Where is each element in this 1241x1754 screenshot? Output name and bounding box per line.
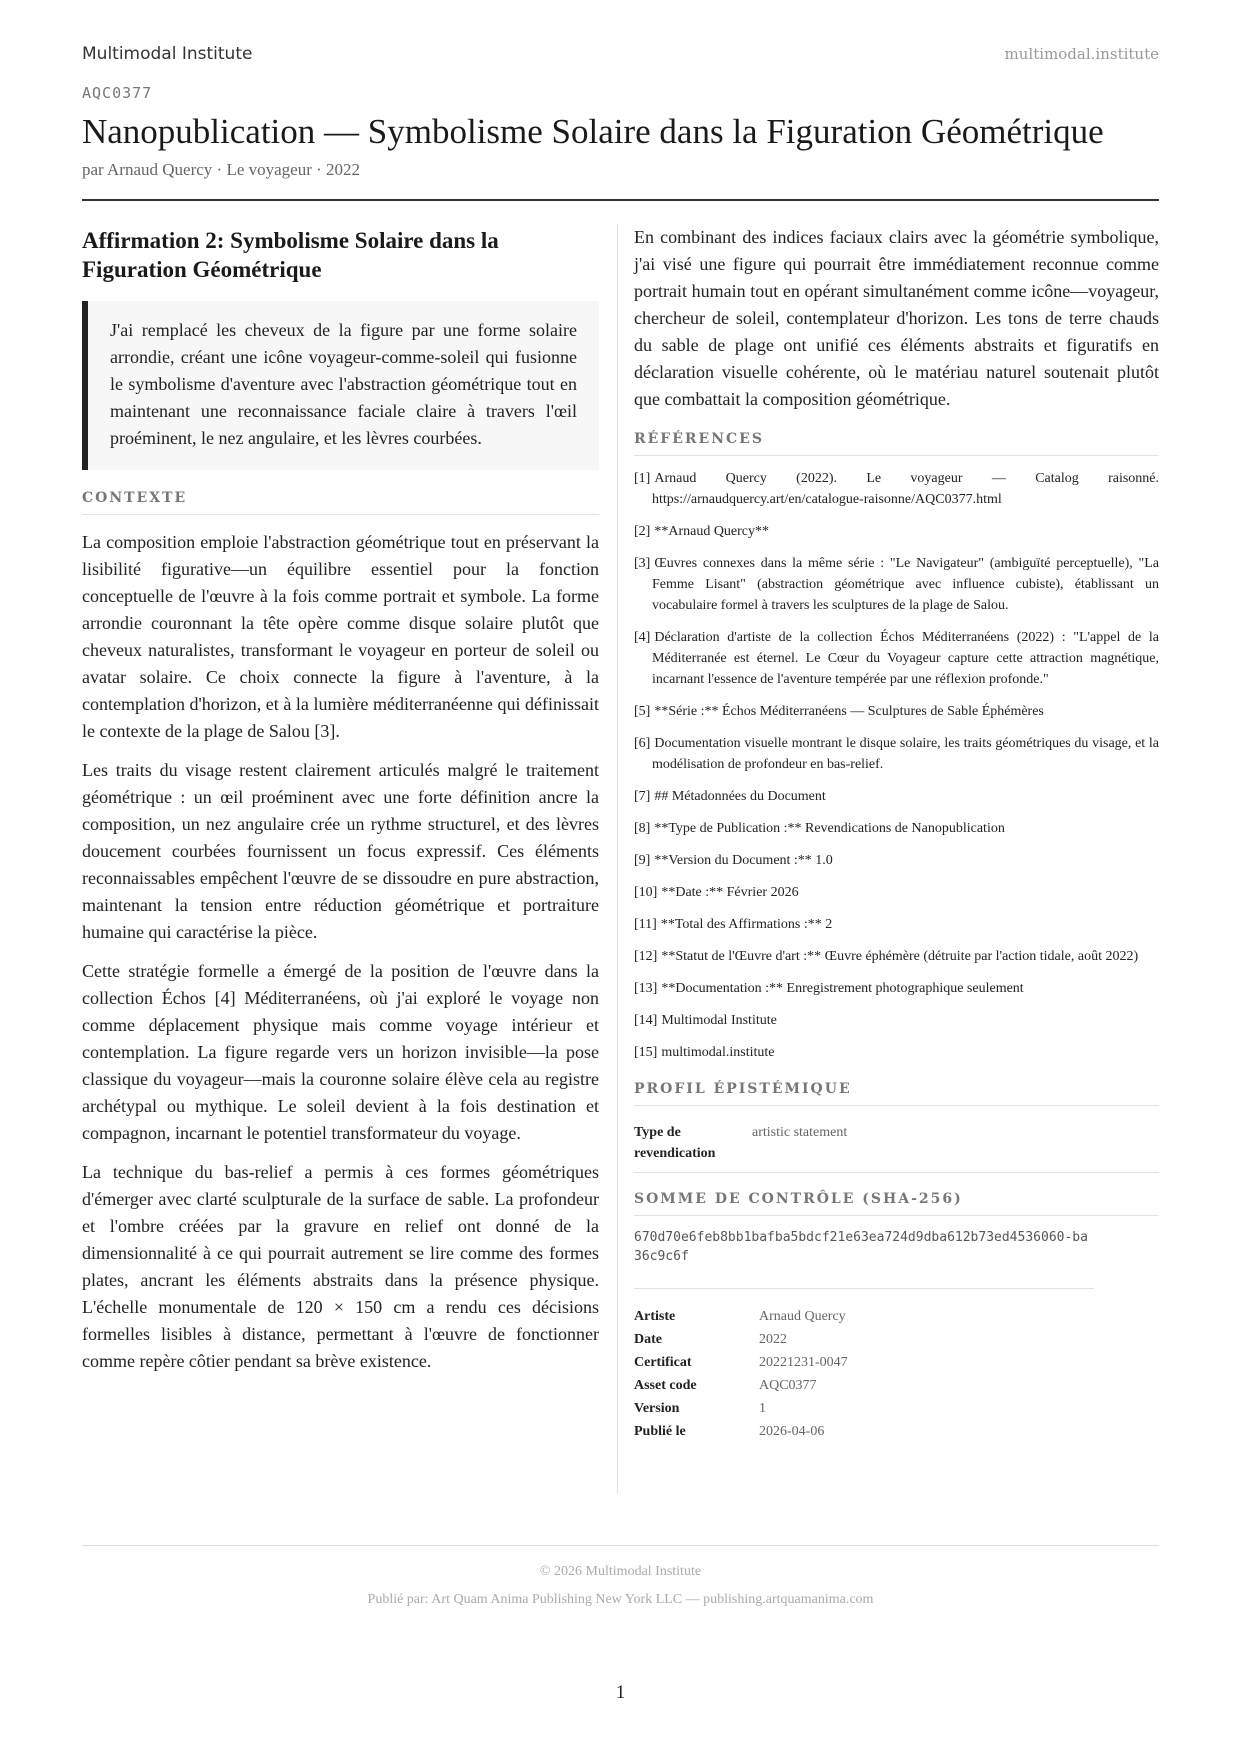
metadata-key: Asset code (634, 1378, 697, 1393)
reference-text: Multimodal Institute (661, 1013, 777, 1028)
checksum-label: SOMME DE CONTRÔLE (SHA-256) (634, 1191, 1159, 1216)
profile-key: Type de revendication (634, 1125, 716, 1161)
reference-text: Œuvres connexes dans la même série : "Le Navigateur" (ambiguïté perceptuelle), "La Femme Lisant" (abstraction géométrique avec influence cubiste), établissant un vocabulaire formel à travers les sculptures de la plage de Salou. (652, 556, 1159, 613)
checksum-value: 670d70e6feb8bb1bafba5bdcf21e63ea724d9dba612b73ed4536060-ba36c9c6f (634, 1228, 1094, 1289)
reference-number: [13] (634, 981, 658, 996)
reference-item (634, 946, 1159, 967)
reference-number: [15] (634, 1045, 658, 1060)
reference-number: [14] (634, 1013, 658, 1028)
reference-item (634, 914, 1159, 935)
footer-rule (82, 1545, 1159, 1546)
reference-item (634, 521, 1159, 542)
metadata-value: AQC0377 (759, 1378, 817, 1393)
asset-code: AQC0377 (82, 84, 153, 102)
reference-number: [1] (634, 471, 651, 486)
reference-item (634, 733, 1159, 775)
reference-number: [4] (634, 630, 651, 645)
metadata-row (634, 1328, 1159, 1351)
reference-item (634, 882, 1159, 903)
reference-item (634, 627, 1159, 690)
footer-copyright: © 2026 Multimodal Institute (539, 1564, 702, 1579)
footer-publisher: Publié par: Art Quam Anima Publishing New York LLC — publishing.artquamanima.com (367, 1592, 874, 1607)
metadata-row (634, 1305, 1159, 1328)
reference-item (634, 553, 1159, 616)
profile-value: artistic statement (752, 1125, 848, 1140)
byline: par Arnaud Quercy · Le voyageur · 2022 (82, 160, 361, 179)
reference-text: **Documentation :** Enregistrement photographique seulement (661, 981, 1024, 996)
top-bar (82, 44, 1159, 68)
reference-text: **Date :** Février 2026 (661, 885, 799, 900)
reference-text: **Version du Document :** 1.0 (654, 853, 833, 868)
reference-number: [12] (634, 949, 658, 964)
reference-number: [9] (634, 853, 651, 868)
reference-text: Documentation visuelle montrant le disque solaire, les traits géométriques du visage, et la modélisation de profondeur en bas-relief. (652, 736, 1159, 772)
metadata-row (634, 1420, 1159, 1443)
metadata-key: Date (634, 1332, 662, 1347)
right-column (634, 224, 1159, 1443)
metadata-value: 20221231-0047 (759, 1355, 848, 1370)
reference-text: **Série :** Échos Méditerranéens — Sculptures de Sable Éphémères (654, 704, 1044, 719)
page-number: 1 (615, 1682, 626, 1703)
brand-name: Multimodal Institute (82, 44, 253, 64)
reference-text: **Type de Publication :** Revendications de Nanopublication (654, 821, 1005, 836)
context-label: CONTEXTE (82, 490, 599, 515)
left-column (82, 224, 599, 1387)
metadata-value: 2026-04-06 (759, 1424, 825, 1439)
reference-text: **Total des Affirmations :** 2 (660, 917, 833, 932)
reference-number: [5] (634, 704, 651, 719)
reference-item (634, 1042, 1159, 1063)
claim-title: Affirmation 2: Symbolisme Solaire dans la Figuration Géométrique (82, 228, 499, 282)
column-divider (617, 224, 618, 1494)
reference-text: Déclaration d'artiste de la collection Échos Méditerranéens (2022) : "L'appel de la Méditerranée est éternel. Le Cœur du Voyageur capture cette attraction magnétique, incarnant l'essence de l'aventure tempérée par une réflexion profonde." (652, 630, 1159, 687)
metadata-table (634, 1305, 1159, 1443)
metadata-key: Certificat (634, 1355, 692, 1370)
intro-paragraph: En combinant des indices faciaux clairs avec la géométrie symbolique, j'ai visé une figure qui pourrait être immédiatement reconnue comme portrait humain tout en opérant simultanément comme icône—voyageur, chercheur de soleil, contemplateur d'horizon. Les tons de terre chauds du sable de plage ont unifié ces éléments abstraits et figuratifs en déclaration visuelle cohérente, où le matériau naturel soutenait plutôt que combattait la composition géométrique. (634, 227, 1159, 409)
header-rule (82, 199, 1159, 201)
reference-item (634, 850, 1159, 871)
reference-number: [3] (634, 556, 651, 571)
epistemic-profile-row (634, 1122, 1159, 1173)
metadata-key: Publié le (634, 1424, 686, 1439)
reference-text: **Statut de l'Œuvre d'art :** Œuvre éphémère (détruite par l'action tidale, août 2022) (661, 949, 1139, 964)
references-list (634, 468, 1159, 1063)
reference-text: **Arnaud Quercy** (654, 524, 770, 539)
metadata-value: 1 (759, 1401, 766, 1416)
metadata-value: Arnaud Quercy (759, 1309, 846, 1324)
reference-number: [8] (634, 821, 651, 836)
reference-number: [11] (634, 917, 657, 932)
reference-item (634, 818, 1159, 839)
metadata-key: Artiste (634, 1309, 676, 1324)
metadata-row (634, 1374, 1159, 1397)
context-paragraph: La composition emploie l'abstraction géométrique tout en préservant la lisibilité figurative—un équilibre essentiel pour la fonction conceptuelle de l'œuvre à la fois comme portrait et symbole. La forme arrondie couronnant la tête opère comme disque solaire plutôt que cheveux naturalistes, transformant le voyageur en porteur de soleil ou avatar solaire. Ce choix connecte la figure à l'aventure, à la contemplation d'horizon, et à la lumière méditerranéenne qui définissait le contexte de la plage de Salou [3]. (82, 532, 599, 741)
epistemic-profile-label: PROFIL ÉPISTÉMIQUE (634, 1081, 1159, 1106)
page-title: Nanopublication — Symbolisme Solaire dans la Figuration Géométrique (82, 112, 1104, 151)
reference-text: multimodal.institute (661, 1045, 775, 1060)
metadata-key: Version (634, 1401, 680, 1416)
reference-item (634, 1010, 1159, 1031)
reference-item (634, 786, 1159, 807)
reference-item (634, 978, 1159, 999)
context-paragraph: Cette stratégie formelle a émergé de la position de l'œuvre dans la collection Échos [4] Méditerranéens, où j'ai exploré le voyage non comme déplacement physique mais comme voyage intérieur et contemplation. La figure regarde vers un horizon invisible—la pose classique du voyageur—mais la couronne solaire élève cela au registre archétypal ou mythique. Le soleil devient à la fois destination et compagnon, incarnant le potentiel transformateur du voyage. (82, 961, 599, 1143)
metadata-row (634, 1351, 1159, 1374)
reference-number: [6] (634, 736, 651, 751)
reference-text[interactable]: Arnaud Quercy (2022). Le voyageur — Catalog raisonné. https://arnaudquercy.art/en/catalogue-raisonne/AQC0377.html (652, 471, 1159, 507)
reference-item (634, 468, 1159, 510)
metadata-row (634, 1397, 1159, 1420)
metadata-value: 2022 (759, 1332, 787, 1347)
claim-quote: J'ai remplacé les cheveux de la figure par une forme solaire arrondie, créant une icône voyageur-comme-soleil qui fusionne le symbolisme d'aventure avec l'abstraction géométrique tout en maintenant une reconnaissance faciale claire à travers l'œil proéminent, le nez angulaire, et les lèvres courbées. (82, 301, 599, 470)
reference-item (634, 701, 1159, 722)
site-link[interactable]: multimodal.institute (1004, 45, 1159, 63)
references-label: RÉFÉRENCES (634, 431, 1159, 456)
reference-number: [7] (634, 789, 651, 804)
reference-number: [10] (634, 885, 658, 900)
reference-number: [2] (634, 524, 651, 539)
context-paragraph: La technique du bas-relief a permis à ces formes géométriques d'émerger avec clarté sculpturale de la surface de sable. La profondeur et l'ombre créées par la gravure en relief ont donné de la dimensionnalité à ce qui pourrait autrement se lire comme des formes plates, ancrant les éléments abstraits dans la présence physique. L'échelle monumentale de 120 × 150 cm a rendu ces décisions formelles lisibles à distance, permettant à l'œuvre de fonctionner comme repère côtier pendant sa brève existence. (82, 1162, 599, 1371)
reference-text: ## Métadonnées du Document (654, 789, 826, 804)
context-paragraph: Les traits du visage restent clairement articulés malgré le traitement géométrique : un œil proéminent avec une forte définition ancre la composition, un nez angulaire crée un rythme structurel, et des lèvres doucement courbées fournissent un focus expressif. Ces éléments reconnaissables empêchent l'œuvre de se dissoudre en pure abstraction, maintenant la tension entre réduction géométrique et portraiture humaine qui caractérise la pièce. (82, 760, 599, 942)
